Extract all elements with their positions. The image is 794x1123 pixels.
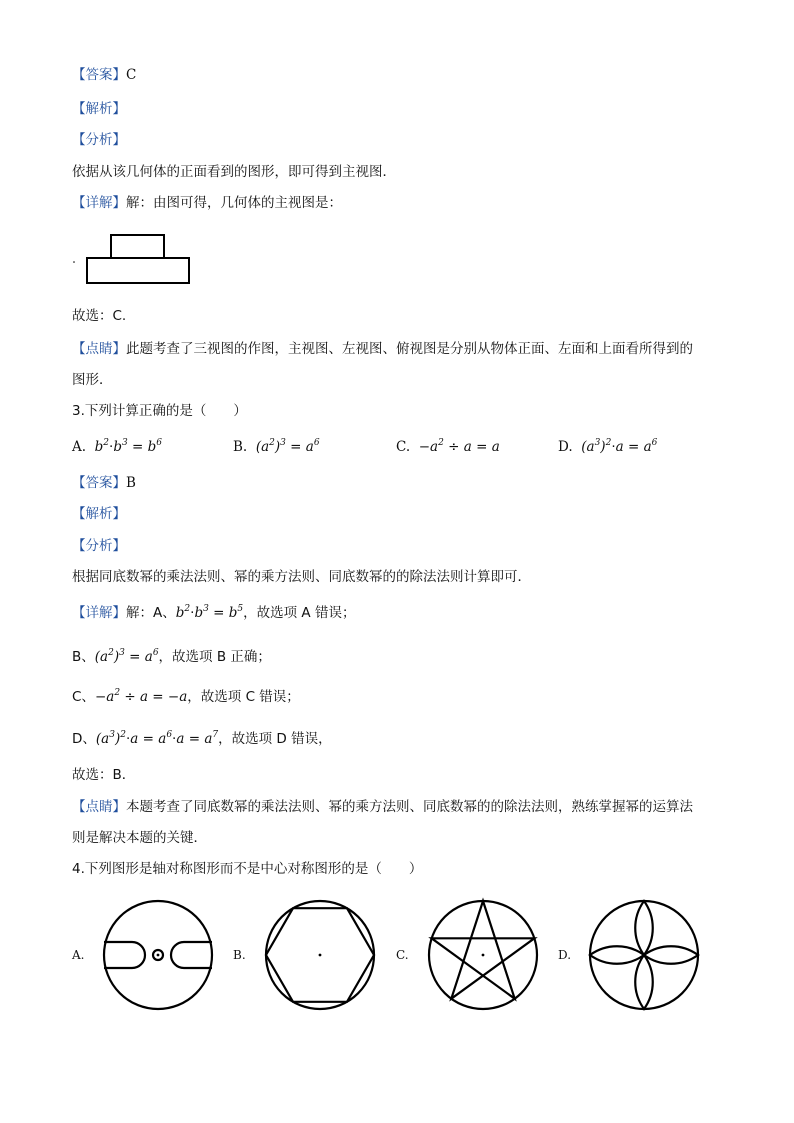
- answer-tag: 【答案】: [72, 475, 126, 491]
- figure-b: [266, 901, 374, 1009]
- figure-a-center-dot: [157, 954, 160, 957]
- figure-a-left-u: [104, 942, 145, 968]
- q4-stem: 4.下列图形是轴对称图形而不是中心对称图形的是（ ）: [72, 861, 423, 877]
- detail-b-suffix: ，故选项 B 正确；: [158, 649, 271, 665]
- analysis-tag: 【解析】: [72, 101, 126, 117]
- detail-a-line: 【详解】解：A、$b^2\cdot b^3 = b^5$，故选项 A 错误；: [72, 604, 356, 621]
- detail-c-suffix: ，故选项 C 错误；: [187, 689, 300, 705]
- detail-c-line: C、$-a^2 \div a = -a$，故选项 C 错误；: [72, 688, 300, 705]
- q3-option-b: B. $(a^2)^3 = a^6$: [233, 438, 320, 455]
- q3-option-a: A. $b^2\cdot b^3 = b^6$: [72, 438, 163, 455]
- q2-comment-line-2: 图形．: [72, 372, 113, 388]
- figure-a-right-u: [171, 942, 212, 968]
- q2-choice: 故选：C.: [72, 308, 127, 324]
- fenxi-tag: 【分析】: [72, 538, 126, 554]
- answer-value: C: [126, 67, 137, 83]
- fenxi-text: 依据从该几何体的正面看到的图形，即可得到主视图．: [72, 164, 396, 180]
- q3-option-d: D. $(a^3)^2\cdot a = a^6$: [558, 438, 658, 455]
- detail-a-suffix: ，故选项 A 错误；: [243, 605, 356, 621]
- option-c-label: C.: [396, 439, 411, 455]
- option-b-label: B.: [233, 439, 248, 455]
- q3-comment-line-2: 则是解决本题的关键．: [72, 830, 207, 846]
- comment-text-1: 此题考查了三视图的作图，主视图、左视图、俯视图是分别从物体正面、左面和上面看所得到的: [126, 341, 693, 357]
- figure-d-petal-top: [635, 901, 653, 955]
- detail-c-prefix: C、: [72, 689, 95, 705]
- q3-choice: 故选：B．: [72, 767, 136, 783]
- detail-b-prefix: B、: [72, 649, 95, 665]
- comment-tag: 【点睛】: [72, 799, 126, 815]
- figure-a: [104, 901, 212, 1009]
- detail-tag: 【详解】: [72, 195, 126, 211]
- detail-b-line: B、$(a^2)^3 = a^6$，故选项 B 正确；: [72, 648, 271, 665]
- comment-text-1: 本题考查了同底数幂的乘法法则、幂的乘方法则、同底数幂的的除法法则，熟练掌握幂的运算法: [126, 799, 693, 815]
- q4-option-c-label: C.: [396, 948, 409, 962]
- detail-d-line: D、$(a^3)^2\cdot a = a^6\cdot a = a^7$，故选项 D 错误，: [72, 730, 332, 747]
- figure-c: [429, 901, 537, 1009]
- comment-tag: 【点睛】: [72, 341, 126, 357]
- option-d-label: D.: [558, 439, 573, 455]
- figure-d-petal-bottom: [635, 955, 653, 1009]
- detail-d-suffix: ，故选项 D 错误，: [218, 731, 332, 747]
- q4-option-d-label: D.: [558, 948, 572, 962]
- detail-text: 解：由图可得，几何体的主视图是：: [126, 195, 342, 211]
- detail-a-prefix: 解：A、: [126, 605, 176, 621]
- figure-b-center-dot: [319, 954, 322, 957]
- option-a-label: A.: [72, 439, 87, 455]
- figure-d-petal-left: [590, 946, 644, 964]
- figure-d: [590, 901, 698, 1009]
- answer-value: B: [126, 475, 136, 491]
- analysis-tag: 【解析】: [72, 506, 126, 522]
- q3-stem: 3.下列计算正确的是（ ）: [72, 403, 247, 419]
- q3-option-c: C. $-a^2 \div a = a$: [396, 438, 500, 455]
- answer-tag: 【答案】: [72, 67, 126, 83]
- fenxi-tag: 【分析】: [72, 132, 126, 148]
- q4-option-b-label: B.: [233, 948, 246, 962]
- fenxi-text: 根据同底数幂的乘法法则、幂的乘方法则、同底数幂的的除法法则计算即可．: [72, 569, 531, 585]
- figure-c-center-dot: [482, 954, 485, 957]
- figure-d-petal-right: [644, 946, 698, 964]
- q4-option-a-label: A.: [72, 948, 85, 962]
- detail-tag: 【详解】: [72, 605, 126, 621]
- detail-d-prefix: D、: [72, 731, 96, 747]
